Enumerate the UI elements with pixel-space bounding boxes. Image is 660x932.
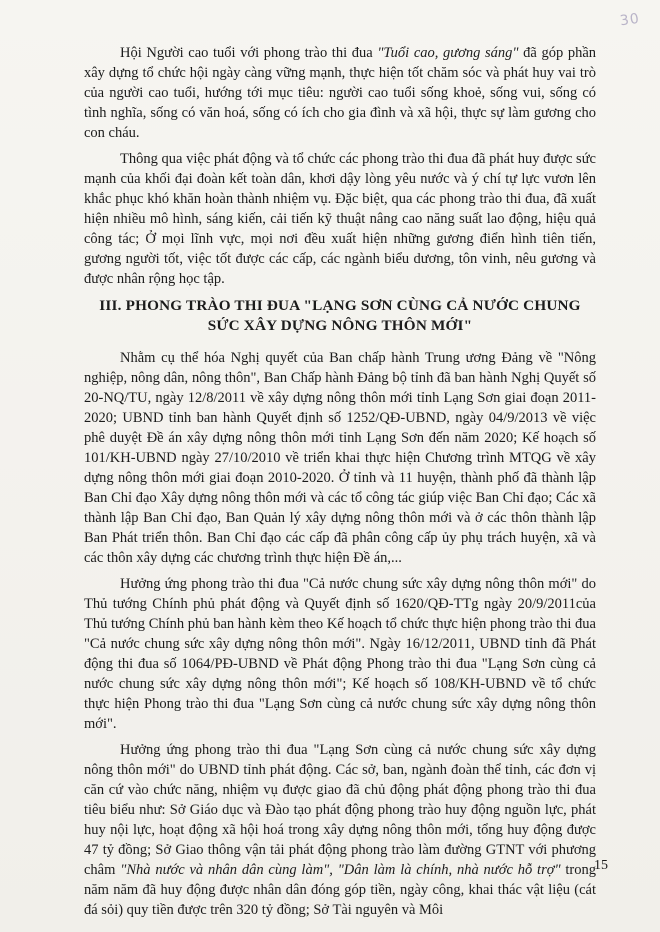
paragraph-emulation-results: Thông qua việc phát động và tổ chức các phong trào thi đua đã phát huy được sức mạnh của khối đại đoàn kết toàn dân, khơi dậy lòng yêu nước và ý chí tự lực vươn lên khắc phục khó khăn hoàn thành nhiệm vụ. Đặc biệt, qua các phong trào thi đua, đã xuất hiện nhiều mô hình, sáng kiến, cải tiến kỹ thuật nâng cao năng suất lao động, hiệu quả công tác; Ở mọi lĩnh vực, mọi nơi đều xuất hiện những gương điển hình tiên tiến, gương người tốt, việc tốt được các cấp, các ngành biểu dương, tôn vinh, nêu gương và được nhân rộng học tập.: [84, 151, 596, 287]
paragraph-text-part: đã góp phần xây dựng tổ chức hội ngày càng vững mạnh, thực hiện tốt chăm sóc và phát huy vai trò của người cao tuổi, hướng tới mục tiêu: người cao tuổi sống khoẻ, sống vui, sống có tình nghĩa, sống có văn hoá, sống có ích cho gia đình và xã hội, thực sự làm gương cho con cháu.: [84, 45, 597, 141]
paragraph-provincial-response: [84, 740, 596, 920]
paragraph-text-part: trong năm năm đã huy động được nhân dân đóng góp tiền, ngày công, khai thác vật liệu (cát đá sỏi) quy tiền được trên 320 tỷ đồng; Sở Tài nguyên và Môi: [84, 862, 596, 918]
section-title: III. PHONG TRÀO THI ĐUA "LẠNG SƠN CÙNG CẢ NƯỚC CHUNG SỨC XÂY DỰNG NÔNG THÔN MỚI": [99, 297, 581, 334]
handwritten-page-mark: 30: [619, 10, 642, 30]
paragraph-national-campaign: Hưởng ứng phong trào thi đua "Cả nước chung sức xây dựng nông thôn mới" do Thủ tướng Chính phủ phát động và Quyết định số 1620/QĐ-TTg ngày 20/9/2011của Thủ tướng Chính phủ ban hành kèm theo Kế hoạch tổ chức thực hiện phong trào thi đua "Cả nước chung sức xây dựng nông thôn mới". Ngày 16/12/2011, UBND tỉnh đã Phát động thi đua số 1064/PĐ-UBND về Phát động Phong trào thi đua "Lạng Sơn cùng cả nước chung sức xây dựng nông thôn mới"; Kế hoạch số 108/KH-UBND về tổ chức thực hiện Phong trào thi đua "Lạng Sơn cùng cả nước chung sức xây dựng nông thôn mới".: [84, 576, 596, 732]
page-number: 15: [594, 858, 608, 873]
paragraph-elderly-association: [84, 43, 596, 143]
paragraph-emphasis: "Tuổi cao, gương sáng": [377, 45, 519, 61]
paragraph-text-part: Hưởng ứng phong trào thi đua "Lạng Sơn cùng cả nước chung sức xây dựng nông thôn mới" do UBND tỉnh phát động. Các sở, ban, ngành đoàn thể tỉnh, các đơn vị căn cứ vào chức năng, nhiệm vụ được giao đã chủ động phát động phong trào thi đua tiêu biểu như: Sở Giáo dục và Đào tạo phát động phong trào huy động nguồn lực, phát huy nội lực, hoạt động xã hội hoá trong xây dựng nông thôn mới, tổng huy động được 47 tỷ đồng; Sở Giao thông vận tải phát động phong trào làm đường GTNT với phương châm: [84, 742, 596, 878]
paragraph-emphasis: "Nhà nước và nhân dân cùng làm", "Dân làm là chính, nhà nước hỗ trợ": [120, 862, 561, 878]
paragraph-text-part: Hội Người cao tuổi với phong trào thi đua: [120, 45, 378, 61]
document-content: [84, 43, 596, 926]
paragraph-resolution-implementation: Nhằm cụ thể hóa Nghị quyết của Ban chấp hành Trung ương Đảng về "Nông nghiệp, nông dân, nông thôn", Ban Chấp hành Đảng bộ tỉnh đã ban hành Nghị Quyết số 20-NQ/TU, ngày 12/8/2011 về xây dựng nông thôn mới tỉnh Lạng Sơn giai đoạn 2011-2020; UBND tỉnh ban hành Quyết định số 1252/QĐ-UBND, ngày 04/9/2013 về việc phê duyệt Đề án xây dựng nông thôn mới tỉnh Lạng Sơn đến năm 2020; Kế hoạch số 101/KH-UBND ngày 27/10/2010 về triển khai thực hiện Chương trình MTQG về xây dựng nông thôn mới giai đoạn 2010-2020. Ở tỉnh và 11 huyện, thành phố đã thành lập Ban Chỉ đạo Xây dựng nông thôn mới và các tổ công tác giúp việc Ban Chỉ đạo; Các xã thành lập Ban Chỉ đạo, Ban Quản lý xây dựng nông thôn mới và ở các thôn thành lập Ban Phát triển thôn. Ban Chỉ đạo các cấp đã phân công cấp ủy phụ trách huyện, xã và các thôn xây dựng các chương trình thực hiện Đề án,...: [84, 350, 596, 566]
